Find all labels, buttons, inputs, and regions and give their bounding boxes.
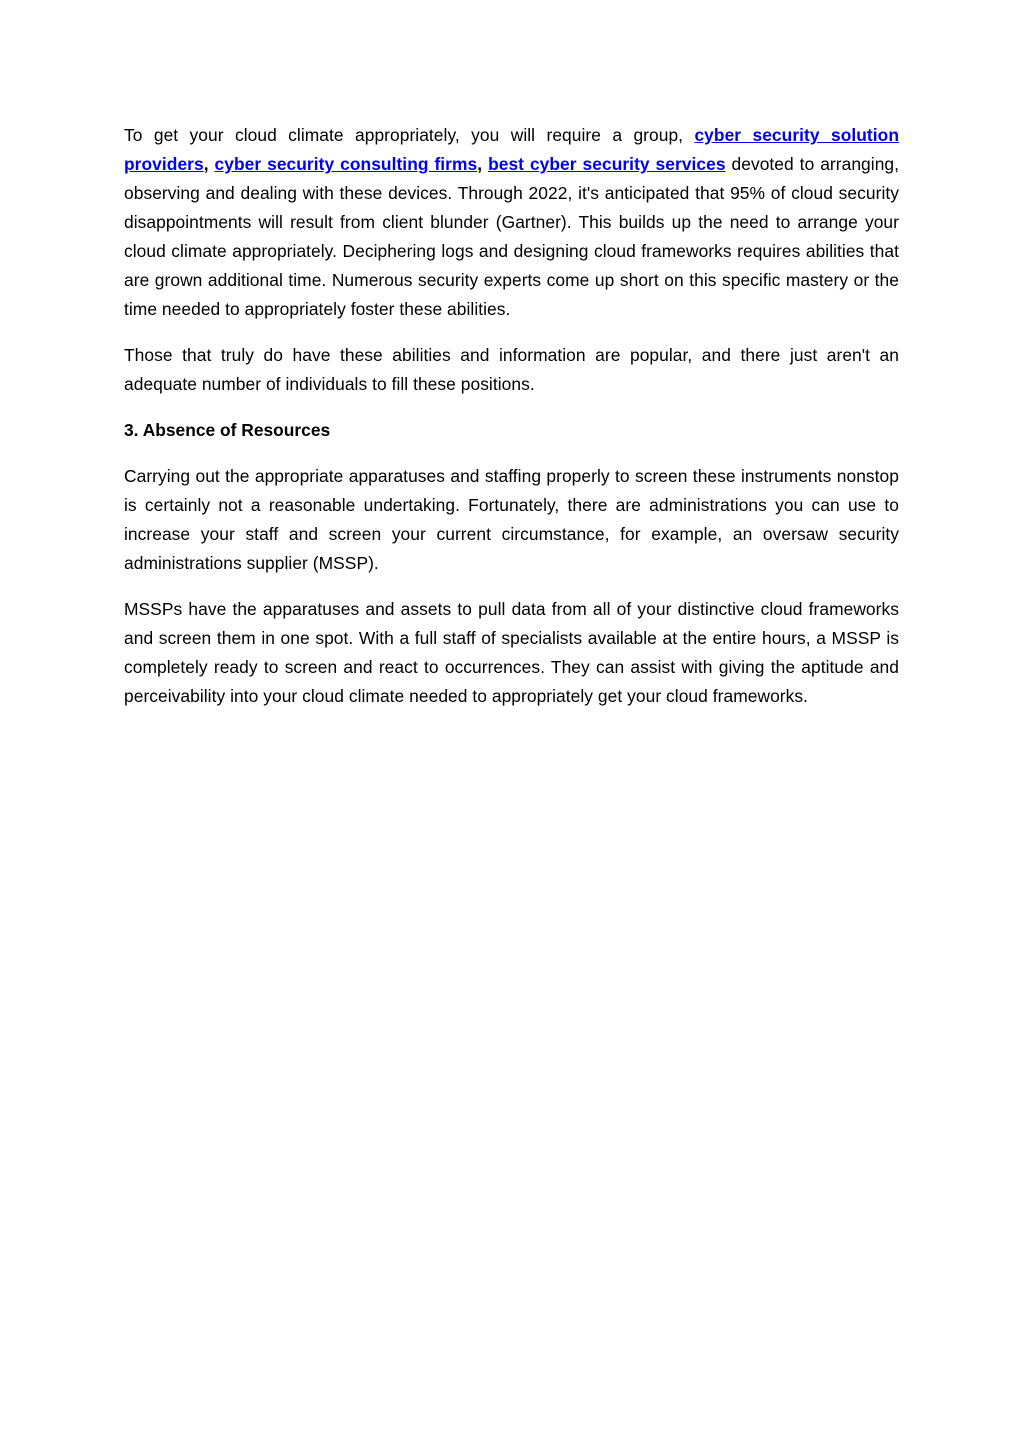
paragraph-text: devoted to arranging, observing and dealing with these devices. Through 2022, it's anticipated that 95% of cloud security disappointments will result from client blunder (Gartner). This builds up the need to arrange your cloud climate appropriately. Deciphering logs and designing cloud frameworks requires abilities that are grown additional time. Numerous security experts come up short on this specific mastery or the time needed to appropriately foster these abilities. bbox=[124, 154, 900, 319]
link-cyber-security-consulting-firms[interactable]: cyber security consulting firms bbox=[214, 154, 478, 174]
document-body bbox=[124, 121, 899, 728]
paragraph-cloud-climate bbox=[124, 121, 899, 324]
link-best-cyber-security-services[interactable]: best cyber security services bbox=[488, 154, 726, 174]
paragraph-mssps: MSSPs have the apparatuses and assets to pull data from all of your distinctive cloud frameworks and screen them in one spot. With a full staff of specialists available at the entire hours, a MSSP is completely ready to screen and react to occurrences. They can assist with giving the aptitude and perceivability into your cloud climate needed to appropriately get your cloud frameworks. bbox=[124, 599, 899, 706]
separator-comma: , bbox=[203, 154, 215, 174]
section-heading-absence-of-resources: 3. Absence of Resources bbox=[124, 420, 331, 440]
link-cyber-security-solution-providers[interactable]: cyber security solution providers bbox=[124, 125, 899, 174]
paragraph-text: To get your cloud climate appropriately, you will require a group, bbox=[124, 125, 695, 145]
paragraph-abilities: Those that truly do have these abilities and information are popular, and there just aren't an adequate number of individuals to fill these positions. bbox=[124, 345, 899, 394]
paragraph-resources: Carrying out the appropriate apparatuses and staffing properly to screen these instruments nonstop is certainly not a reasonable undertaking. Fortunately, there are administrations you can use to increase your staff and screen your current circumstance, for example, an oversaw security administrations supplier (MSSP). bbox=[124, 466, 899, 573]
separator-comma: , bbox=[477, 154, 489, 174]
